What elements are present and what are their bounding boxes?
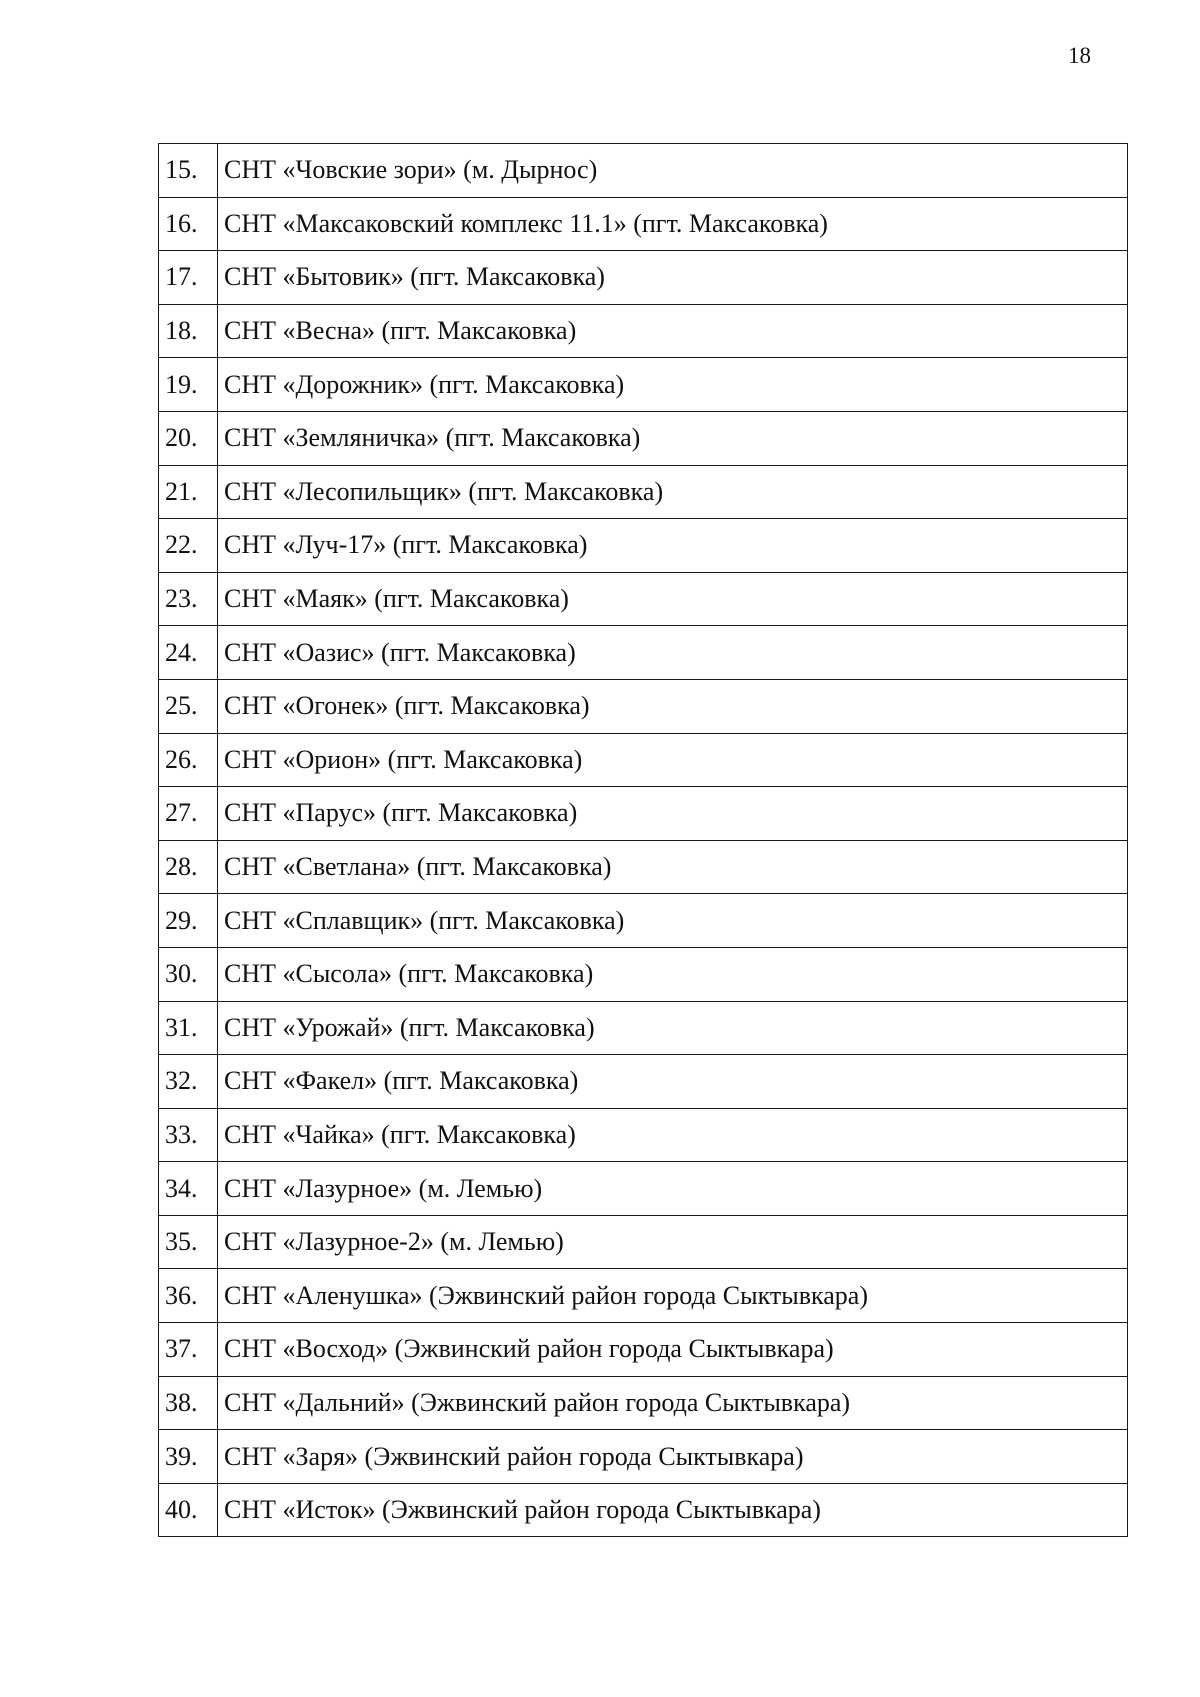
table-row: [159, 1215, 1128, 1269]
table-row: [159, 733, 1128, 787]
row-number-cell: 28.: [159, 840, 218, 894]
row-name-cell: СНТ «Орион» (пгт. Максаковка): [218, 733, 1128, 787]
row-name-cell: СНТ «Сысола» (пгт. Максаковка): [218, 947, 1128, 1001]
page-number: 18: [1068, 43, 1091, 68]
row-number-cell: 17.: [159, 251, 218, 305]
table-row: [159, 144, 1128, 198]
row-name-cell: СНТ «Лазурное-2» (м. Лемью): [218, 1215, 1128, 1269]
row-name-cell: СНТ «Лесопильщик» (пгт. Максаковка): [218, 465, 1128, 519]
table-row: [159, 519, 1128, 573]
row-name-cell: СНТ «Заря» (Эжвинский район города Сыктывкара): [218, 1430, 1128, 1484]
row-name-cell: СНТ «Човские зори» (м. Дырнос): [218, 144, 1128, 198]
table-row: [159, 465, 1128, 519]
row-number-cell: 31.: [159, 1001, 218, 1055]
table-row: [159, 1430, 1128, 1484]
row-name-cell: СНТ «Максаковский комплекс 11.1» (пгт. Максаковка): [218, 197, 1128, 251]
row-number-cell: 34.: [159, 1162, 218, 1216]
snt-list-table: [158, 143, 1128, 1537]
row-number-cell: 33.: [159, 1108, 218, 1162]
table-row: [159, 197, 1128, 251]
table-row: [159, 572, 1128, 626]
row-number-cell: 29.: [159, 894, 218, 948]
table-row: [159, 358, 1128, 412]
table-row: [159, 251, 1128, 305]
row-number-cell: 23.: [159, 572, 218, 626]
row-number-cell: 36.: [159, 1269, 218, 1323]
table-row: [159, 411, 1128, 465]
row-number-cell: 20.: [159, 411, 218, 465]
row-name-cell: СНТ «Маяк» (пгт. Максаковка): [218, 572, 1128, 626]
row-number-cell: 38.: [159, 1376, 218, 1430]
row-number-cell: 40.: [159, 1483, 218, 1537]
row-number-cell: 27.: [159, 787, 218, 841]
table-row: [159, 947, 1128, 1001]
row-number-cell: 22.: [159, 519, 218, 573]
table-row: [159, 1001, 1128, 1055]
row-name-cell: СНТ «Светлана» (пгт. Максаковка): [218, 840, 1128, 894]
table-row: [159, 1055, 1128, 1109]
row-number-cell: 19.: [159, 358, 218, 412]
table-row: [159, 1108, 1128, 1162]
row-name-cell: СНТ «Дальний» (Эжвинский район города Сыктывкара): [218, 1376, 1128, 1430]
table-row: [159, 1162, 1128, 1216]
row-name-cell: СНТ «Дорожник» (пгт. Максаковка): [218, 358, 1128, 412]
table-row: [159, 1269, 1128, 1323]
row-name-cell: СНТ «Огонек» (пгт. Максаковка): [218, 679, 1128, 733]
row-number-cell: 35.: [159, 1215, 218, 1269]
row-name-cell: СНТ «Сплавщик» (пгт. Максаковка): [218, 894, 1128, 948]
row-name-cell: СНТ «Весна» (пгт. Максаковка): [218, 304, 1128, 358]
row-number-cell: 21.: [159, 465, 218, 519]
table-row: [159, 626, 1128, 680]
table-row: [159, 304, 1128, 358]
row-name-cell: СНТ «Аленушка» (Эжвинский район города Сыктывкара): [218, 1269, 1128, 1323]
row-number-cell: 37.: [159, 1323, 218, 1377]
row-name-cell: СНТ «Оазис» (пгт. Максаковка): [218, 626, 1128, 680]
row-name-cell: СНТ «Земляничка» (пгт. Максаковка): [218, 411, 1128, 465]
table-row: [159, 894, 1128, 948]
row-name-cell: СНТ «Урожай» (пгт. Максаковка): [218, 1001, 1128, 1055]
row-number-cell: 26.: [159, 733, 218, 787]
row-number-cell: 16.: [159, 197, 218, 251]
row-number-cell: 24.: [159, 626, 218, 680]
row-name-cell: СНТ «Восход» (Эжвинский район города Сыктывкара): [218, 1323, 1128, 1377]
row-name-cell: СНТ «Парус» (пгт. Максаковка): [218, 787, 1128, 841]
table-row: [159, 679, 1128, 733]
row-name-cell: СНТ «Исток» (Эжвинский район города Сыктывкара): [218, 1483, 1128, 1537]
row-name-cell: СНТ «Луч-17» (пгт. Максаковка): [218, 519, 1128, 573]
row-number-cell: 18.: [159, 304, 218, 358]
row-number-cell: 15.: [159, 144, 218, 198]
table-row: [159, 1376, 1128, 1430]
row-number-cell: 39.: [159, 1430, 218, 1484]
table-row: [159, 1483, 1128, 1537]
row-number-cell: 25.: [159, 679, 218, 733]
table-body: [159, 144, 1128, 1537]
row-name-cell: СНТ «Бытовик» (пгт. Максаковка): [218, 251, 1128, 305]
row-name-cell: СНТ «Лазурное» (м. Лемью): [218, 1162, 1128, 1216]
row-name-cell: СНТ «Факел» (пгт. Максаковка): [218, 1055, 1128, 1109]
table-row: [159, 1323, 1128, 1377]
row-name-cell: СНТ «Чайка» (пгт. Максаковка): [218, 1108, 1128, 1162]
row-number-cell: 32.: [159, 1055, 218, 1109]
table-row: [159, 840, 1128, 894]
row-number-cell: 30.: [159, 947, 218, 1001]
table-row: [159, 787, 1128, 841]
